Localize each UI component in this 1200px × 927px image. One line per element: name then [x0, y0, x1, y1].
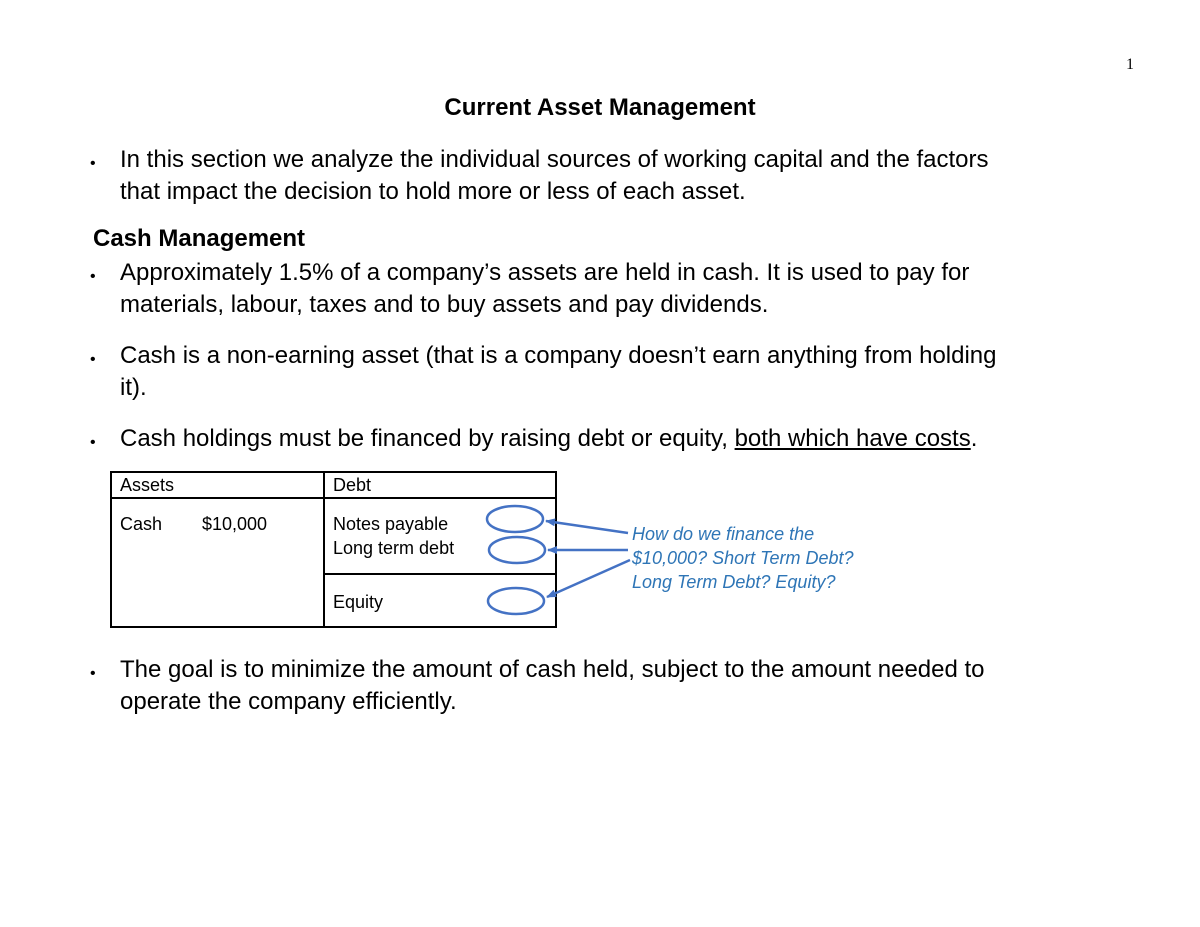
bullet-financing-end: .	[970, 425, 978, 452]
assets-header: Assets	[120, 475, 175, 495]
financing-question-line1: How do we finance the	[632, 524, 815, 544]
bullet-financing-underlined: both which have costs	[734, 425, 971, 452]
arrow-to-equity	[547, 560, 630, 597]
page-title: Current Asset Management	[444, 94, 756, 121]
bullet-cash-share-line1: Approximately 1.5% of a company’s assets are held in cash. It is used to pay for	[120, 259, 970, 286]
bullet-goal	[90, 654, 1130, 718]
financing-question-line2: $10,000? Short Term Debt?	[632, 548, 854, 568]
bullet-cash-share-line2: materials, labour, taxes and to buy assets and pay dividends.	[120, 291, 769, 318]
long-term-debt-ellipse	[489, 537, 545, 563]
page-number: 1	[1126, 56, 1134, 73]
bullet-goal-line1: The goal is to minimize the amount of cash held, subject to the amount needed to	[120, 656, 985, 683]
bullet-icon: •	[90, 155, 96, 172]
bullet-icon: •	[90, 665, 96, 682]
bullet-non-earning-line1: Cash is a non-earning asset (that is a company doesn’t earn anything from holding	[120, 342, 997, 369]
cash-value: $10,000	[202, 514, 268, 534]
financing-question	[632, 522, 932, 594]
equity-label: Equity	[333, 592, 384, 612]
bullet-goal-line2: operate the company efficiently.	[120, 688, 457, 715]
debt-header: Debt	[333, 475, 372, 495]
notes-payable-ellipse	[487, 506, 543, 532]
bullet-icon: •	[90, 434, 96, 451]
section-heading: Cash Management	[93, 225, 306, 252]
equity-ellipse	[488, 588, 544, 614]
bullet-non-earning-line2: it).	[120, 374, 147, 401]
intro-bullet-line1: In this section we analyze the individual sources of working capital and the factors	[120, 146, 989, 173]
cash-label: Cash	[120, 514, 163, 534]
financing-question-line3: Long Term Debt? Equity?	[632, 572, 836, 592]
notes-payable-label: Notes payable	[333, 514, 449, 534]
intro-bullet-line2: that impact the decision to hold more or less of each asset.	[120, 178, 746, 205]
bullet-icon: •	[90, 268, 96, 285]
bullet-financing-text: Cash holdings must be financed by raising debt or equity,	[120, 425, 735, 452]
long-term-debt-label: Long term debt	[333, 538, 455, 558]
bullet-icon: •	[90, 351, 96, 368]
arrow-to-notes-payable	[546, 521, 628, 533]
